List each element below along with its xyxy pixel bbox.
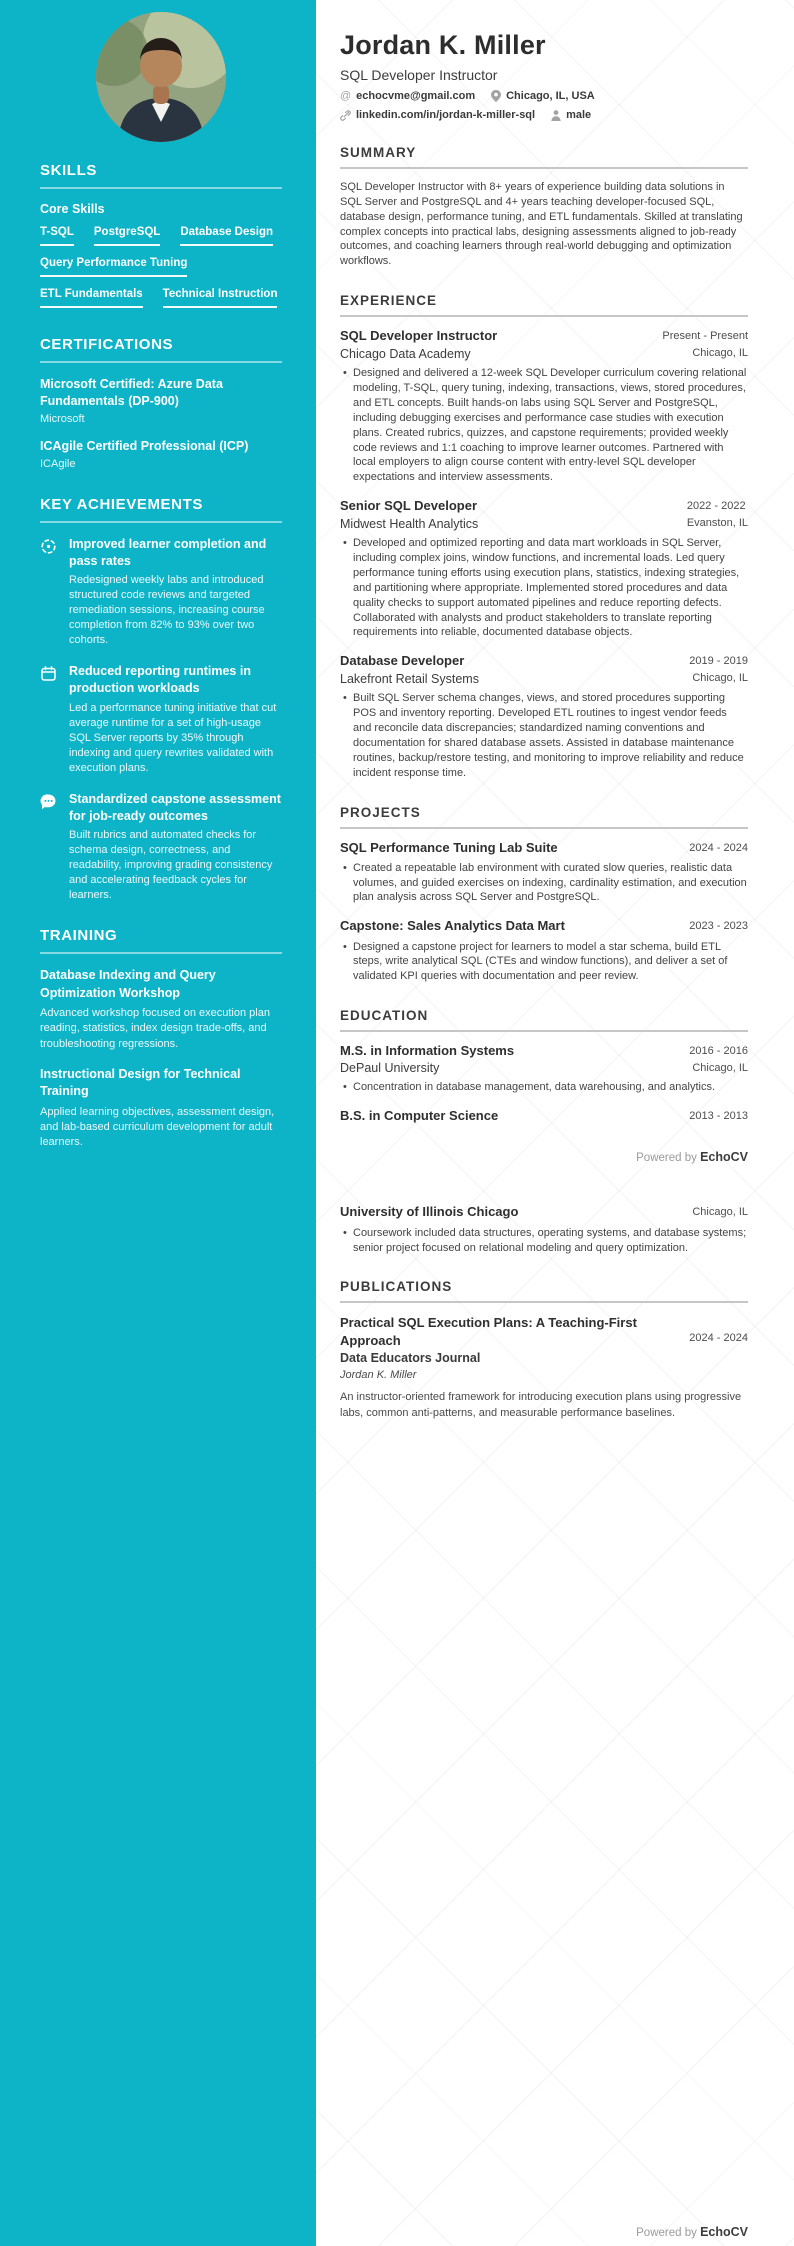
contact-email-text: echocvme@gmail.com xyxy=(356,90,476,102)
contact-gender-text: male xyxy=(566,109,592,121)
publication-author: Jordan K. Miller xyxy=(340,1369,417,1382)
avatar-photo xyxy=(96,12,226,142)
achievements-heading: KEY ACHIEVEMENTS xyxy=(40,495,203,513)
publication-entry xyxy=(340,1314,748,1420)
divider xyxy=(40,521,282,523)
experience-company: Lakefront Retail Systems xyxy=(340,672,479,687)
education-degree: M.S. in Information Systems xyxy=(340,1043,515,1059)
education-location: Chicago, IL xyxy=(692,1062,748,1075)
achievement-desc: Led a performance tuning initiative that cut average runtime for a set of high-usage SQL Server reports by 35% through indexing and query rewrites validated with execution plans. xyxy=(69,701,277,774)
summary-section xyxy=(340,145,748,269)
education-school: DePaul University xyxy=(340,1061,440,1076)
skill-tag: T-SQL xyxy=(40,226,74,246)
certification-item xyxy=(40,438,282,470)
achievement-title: Reduced reporting runtimes in production workloads xyxy=(69,664,251,696)
training-item xyxy=(40,967,282,1052)
education-location: Chicago, IL xyxy=(692,1206,748,1219)
projects-heading: PROJECTS xyxy=(340,804,421,820)
experience-location: Chicago, IL xyxy=(692,672,748,685)
achievement-item xyxy=(40,791,282,904)
publication-journal: Data Educators Journal xyxy=(340,1351,481,1366)
education-entry xyxy=(340,1108,748,1124)
experience-bullet: • Designed and delivered a 12-week SQL Developer curriculum covering relational modeling, T-SQL, query tuning, indexing, transactions, views, stored procedures, and ETL concepts. Built hands-on labs using SQL Server and PostgreSQL, including debugging exercises and performance case studies with execution plans. Created rubrics, quizzes, and capstone requirements; provided weekly code reviews and 1:1 coaching to improve learner outcomes. Partnered with local employers to align course content with entry-level SQL developer expectations and interview assessments. xyxy=(340,366,748,485)
project-bullet: • Designed a capstone project for learners to model a star schema, build ETL steps, write analytical SQL (CTEs and window functions), and deliver a set of validated KPI queries with documentation and peer review. xyxy=(340,940,748,985)
education-dates: 2013 - 2013 xyxy=(689,1110,748,1123)
skill-tag: ETL Fundamentals xyxy=(40,288,143,308)
echocv-brand: EchoCV xyxy=(700,2225,748,2239)
experience-bullet: • Developed and optimized reporting and data mart workloads in SQL Server, including complex joins, window functions, and incremental loads. Led query performance tuning efforts using execution plans, statistics, indexing strategies, and partitioning where appropriate. Implemented stored procedures and data quality checks to support automated pipelines and reduce reporting defects. Collaborated with analysts and product stakeholders to translate reporting requirements into reliable, documented database objects. xyxy=(340,536,748,640)
achievement-desc: Built rubrics and automated checks for schema design, correctness, and readability, improving grading consistency and accelerating feedback cycles for learners. xyxy=(69,829,273,902)
page-break xyxy=(340,1164,748,1204)
training-title: Instructional Design for Technical Training xyxy=(40,1066,241,1099)
divider xyxy=(40,187,282,189)
publications-section xyxy=(340,1279,748,1420)
experience-location: Chicago, IL xyxy=(692,347,748,360)
skill-tag: Database Design xyxy=(180,226,273,246)
divider xyxy=(340,1301,748,1303)
certification-issuer: ICAgile xyxy=(40,457,76,470)
powered-by-label: Powered by xyxy=(636,2227,697,2239)
avatar xyxy=(96,12,226,142)
project-bullet: • Created a repeatable lab environment with curated slow queries, realistic data volumes, and guided exercises on indexing, cardinality estimation, and execution plan analysis across SQL Server and PostgreSQL. xyxy=(340,861,748,906)
training-desc: Advanced workshop focused on execution plan reading, statistics, index design trade-offs, and troubleshooting regressions. xyxy=(40,1007,270,1050)
certification-issuer: Microsoft xyxy=(40,412,85,425)
certification-name: ICAgile Certified Professional (ICP) xyxy=(40,438,249,453)
projects-section xyxy=(340,805,748,985)
experience-dates: 2019 - 2019 xyxy=(689,655,748,668)
link-icon xyxy=(340,110,351,121)
divider xyxy=(340,315,748,317)
project-title: SQL Performance Tuning Lab Suite xyxy=(340,839,558,855)
sidebar xyxy=(0,0,316,2246)
contact-row-1 xyxy=(340,90,748,102)
project-dates: 2023 - 2023 xyxy=(689,920,748,933)
divider xyxy=(340,827,748,829)
publications-heading: PUBLICATIONS xyxy=(340,1279,453,1295)
training-heading: TRAINING xyxy=(40,927,118,945)
education-dates: 2016 - 2016 xyxy=(689,1045,748,1058)
project-title: Capstone: Sales Analytics Data Mart xyxy=(340,918,565,934)
contact-location xyxy=(491,90,595,102)
education-section xyxy=(340,1008,748,1124)
experience-heading: EXPERIENCE xyxy=(340,293,438,309)
certification-item xyxy=(40,376,282,425)
skills-group-label: Core Skills xyxy=(40,202,105,216)
contact-email[interactable] xyxy=(340,90,475,102)
experience-bullet: • Built SQL Server schema changes, views, and stored procedures supporting POS and inventory reporting. Developed ETL routines to ingest vendor feeds and reconcile data discrepancies; standardized naming conventions and documentation for shared database assets. Assisted in database maintenance routines, backup/restore testing, and monitoring to improve reliability and reduce incident response time. xyxy=(340,691,748,780)
project-entry xyxy=(340,840,748,906)
powered-by-footer-bottom[interactable] xyxy=(636,2225,748,2239)
skill-tag: Query Performance Tuning xyxy=(40,257,187,277)
summary-heading: SUMMARY xyxy=(340,145,417,160)
achievement-desc: Redesigned weekly labs and introduced structured code reviews and targeted remediation sessions, increasing course completion from 82% to 93% over two cohorts. xyxy=(69,574,265,647)
publication-title: Practical SQL Execution Plans: A Teaching-First Approach xyxy=(340,1315,637,1348)
experience-entry xyxy=(340,498,748,640)
achievement-title: Standardized capstone assessment for job-ready outcomes xyxy=(69,791,281,823)
main-column xyxy=(316,0,794,2246)
training-item xyxy=(40,1066,282,1151)
skills-heading: SKILLS xyxy=(40,162,97,179)
education-school: University of Illinois Chicago xyxy=(340,1204,519,1220)
experience-entry xyxy=(340,328,748,485)
powered-by-footer[interactable] xyxy=(340,1150,748,1164)
experience-title: Senior SQL Developer xyxy=(340,498,478,514)
experience-location: Evanston, IL xyxy=(686,517,748,530)
contact-row-2 xyxy=(340,109,748,121)
experience-entry xyxy=(340,653,748,780)
summary-text: SQL Developer Instructor with 8+ years of experience building data solutions in SQL Server and PostgreSQL and 4+ years teaching developer-focused SQL, database design, performance tuning, and ETL fundamentals. Skilled at translating complex concepts into practical labs, designing assessments aligned to job-ready outcomes, and coaching learners through real-world debugging and optimization workflows. xyxy=(340,181,743,268)
person-name: Jordan K. Miller xyxy=(340,30,546,60)
powered-by-label: Powered by xyxy=(636,1152,697,1165)
skill-tag: Technical Instruction xyxy=(163,288,278,308)
experience-title: SQL Developer Instructor xyxy=(340,328,498,344)
education-degree: B.S. in Computer Science xyxy=(340,1108,499,1124)
echocv-brand: EchoCV xyxy=(700,1150,748,1165)
publication-dates: 2024 - 2024 xyxy=(689,1332,748,1345)
contact-linkedin[interactable] xyxy=(340,109,535,121)
divider xyxy=(340,167,748,169)
project-dates: 2024 - 2024 xyxy=(689,841,748,854)
project-entry xyxy=(340,918,748,984)
person-job-title: SQL Developer Instructor xyxy=(340,67,498,83)
contact-linkedin-text: linkedin.com/in/jordan-k-miller-sql xyxy=(356,109,536,121)
target-icon xyxy=(40,538,57,649)
education-continuation xyxy=(340,1204,748,1255)
certification-name: Microsoft Certified: Azure Data Fundamentals (DP-900) xyxy=(40,377,223,408)
education-bullet: • Concentration in database management, data warehousing, and analytics. xyxy=(340,1080,748,1095)
experience-title: Database Developer xyxy=(340,653,465,669)
training-desc: Applied learning objectives, assessment design, and lab-based curriculum development for adult learners. xyxy=(40,1105,275,1149)
publication-desc: An instructor-oriented framework for introducing execution plans using progressive labs, common anti-patterns, and measurable performance baselines. xyxy=(340,1391,742,1419)
divider xyxy=(40,361,282,363)
experience-company: Midwest Health Analytics xyxy=(340,517,479,532)
experience-dates: 2022 - 2022 xyxy=(686,500,746,513)
at-icon: @ xyxy=(340,90,352,102)
experience-section xyxy=(340,293,748,780)
contact-gender xyxy=(551,109,591,121)
education-bullet: • Coursework included data structures, operating systems, and database systems; senior project focused on relational modeling and query optimization. xyxy=(340,1226,748,1256)
experience-company: Chicago Data Academy xyxy=(340,347,471,362)
certifications-heading: CERTIFICATIONS xyxy=(40,336,174,353)
achievement-title: Improved learner completion and pass rates xyxy=(69,536,267,568)
education-entry xyxy=(340,1043,748,1095)
person-icon xyxy=(551,110,561,121)
divider xyxy=(340,1030,748,1032)
achievement-item xyxy=(40,536,282,649)
chat-icon xyxy=(40,793,57,904)
education-heading: EDUCATION xyxy=(340,1008,429,1024)
calendar-icon xyxy=(40,665,57,776)
training-title: Database Indexing and Query Optimization Workshop xyxy=(40,968,216,1000)
achievement-item xyxy=(40,663,282,776)
skills-tag-list xyxy=(40,226,282,308)
divider xyxy=(40,952,282,954)
location-pin-icon xyxy=(491,90,501,102)
experience-dates: Present - Present xyxy=(662,330,748,343)
contact-location-text: Chicago, IL, USA xyxy=(506,90,595,102)
skill-tag: PostgreSQL xyxy=(94,226,160,246)
